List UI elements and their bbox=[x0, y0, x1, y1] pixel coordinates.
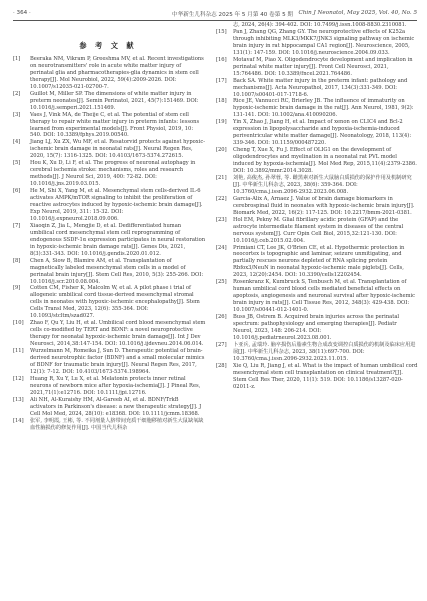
reference-item bbox=[13, 348, 206, 376]
reference-number: [27] bbox=[216, 341, 227, 348]
references-right-column bbox=[216, 22, 418, 391]
reference-number: [23] bbox=[216, 216, 227, 223]
reference-number: [9] bbox=[13, 285, 21, 292]
reference-item bbox=[13, 320, 206, 348]
reference-number: [24] bbox=[216, 244, 227, 251]
page-number: · 364 · bbox=[13, 10, 31, 16]
reference-number: [10] bbox=[13, 320, 24, 327]
reference-item bbox=[216, 196, 418, 217]
reference-item bbox=[216, 147, 418, 175]
reference-number: [14] bbox=[13, 417, 24, 424]
reference-text: Vaes J, Vink MA, de Theije C, et al. The potential of stem cell therapy to repair white matter injury in preterm infants: lessons learned from experimental models[J]. Front Physiol, 2019, 10: 540. DOI: 10.3389/fphys.2019.00540. bbox=[30, 111, 200, 139]
reference-item bbox=[216, 57, 418, 78]
reference-number: [26] bbox=[216, 314, 227, 321]
reference-text: Rice JE, Vannucci RC, Brierley JB. The influence of immaturity on hypoxic-ischemic brain damage in the rat[J]. Ann Neurol, 1981, 9(2): 131-141. DOI: 10.1002/ana.410090206. bbox=[233, 98, 414, 119]
reference-item bbox=[13, 258, 206, 286]
reference-number: [25] bbox=[216, 279, 227, 286]
reference-text: Garcia-Alix A, Arnaez J. Value of brain damage biomarkers in cerebrospinal fluid in neonates with hypoxic-ischemic brain injury[J]. Biomark Med, 2022, 16(2): 117-125. DOI: 10.2217/bmm-2021-0381. bbox=[233, 195, 415, 216]
reference-text: 刘艳, 高俊杰, 孙翠蓉, 等. 雌黑素对新生大鼠脑白质损伤的保护作用及机制研究[J]. 中华新生儿科杂志, 2023, 38(6): 359-364. DOI: 10.3760/cma.j.issn.2096-2932.2023.06.008. bbox=[233, 174, 412, 195]
reference-text: Cotten CM, Fisher K, Malcolm W, et al. A pilot phase i trial of allogeneic umbilical cord tissue-derived mesenchymal stromal cells in neonates with hypoxic-ischemic encephalopathy[J]. Stem Cells Transl Med, 2023, 12(6): 355-364. DOI: 10.1093/stcltm/szad027. bbox=[30, 285, 200, 320]
reference-item bbox=[216, 245, 418, 280]
reference-text: Ali NH, Al-Kuraishy HM, Al-Gareeb AI, et al. BDNF/TrkB activators in Parkinson's disease: a new therapeutic strategy[J]. J Cell Mol Med, 2024, 28(10): e18368. DOI: 10.1111/jcmm.18368. bbox=[30, 396, 202, 417]
page-header bbox=[0, 0, 427, 22]
reference-text: 卜亚兵, 孟瑞玲. 脑卒损伤后脂素生物合成改变调控白质损伤的机制及临床应用进展[J]. 中华新生儿科杂志, 2023, 38(11):697-700. DOI: 10.3760/cma.j.issn.2096-2932.2023.11.015. bbox=[233, 341, 416, 362]
reference-item bbox=[216, 175, 418, 196]
reference-text: Hou K, Xu D, Li F, et al. The progress of neuronal autophagy in cerebral ischemia stroke: mechanisms, roles and research methods[J]. J Neurol Sci, 2019, 400: 72-82. DOI: 10.1016/j.jns.2019.03.015. bbox=[30, 160, 196, 188]
reference-item bbox=[216, 217, 418, 245]
reference-text: Jiang LJ, Xu ZX, Wu MF, et al. Resatorvid protects against hypoxic-ischemic brain damage in neonatal rats[J]. Neural Regen Res, 2020, 15(7): 1316-1325. DOI: 10.4103/1673-5374.272615. bbox=[30, 139, 205, 160]
reference-text: Huang R, Xu Y, Lu X, et al. Melatonin protects inner retinal neurons of newborn mice after hypoxia-ischemia[J]. J Pineal Res, 2021,71(1):e12716. DOI: 10.1111/jpi.12716. bbox=[30, 375, 201, 396]
reference-number: [6] bbox=[13, 188, 21, 195]
reference-item bbox=[13, 376, 206, 397]
reference-number: [19] bbox=[216, 119, 227, 126]
reference-number: [21] bbox=[216, 174, 227, 181]
reference-number: [7] bbox=[13, 222, 21, 229]
reference-number: [5] bbox=[13, 160, 21, 167]
reference-number: [22] bbox=[216, 195, 227, 202]
reference-text: Cheng T, Xue X, Fu J. Effect of OLIG1 on the development of oligodendrocytes and myelination in a neonatal rat PVL model induced by hypoxia-ischemia[J]. Mol Med Rep, 2015,11(4):2379-2386. DOI: 10.3892/mmr.2014.3028. bbox=[233, 147, 417, 175]
reference-number: [8] bbox=[13, 257, 21, 264]
reference-number: [12] bbox=[13, 375, 24, 382]
reference-number: [13] bbox=[13, 396, 24, 403]
reference-number: [2] bbox=[13, 90, 21, 97]
reference-item bbox=[13, 397, 206, 418]
reference-item bbox=[13, 418, 206, 432]
reference-item bbox=[13, 139, 206, 160]
journal-title-en: Chin J Neonatol, May 2025, Vol. 40, No. 5 bbox=[298, 10, 417, 16]
reference-number: [4] bbox=[13, 139, 21, 146]
reference-number: [17] bbox=[216, 77, 227, 84]
journal-title-cn: 中华新生儿科杂志 2025 年 5 月第 40 卷第 5 期 bbox=[172, 12, 294, 18]
reference-item bbox=[13, 91, 206, 112]
reference-number: [3] bbox=[13, 111, 21, 118]
reference-number: [15] bbox=[216, 28, 227, 35]
reference-text: Pan J, Zhang QG, Zhang GY. The neuroprotective effects of K252a through inhibiting MLK3/MKK7/JNK3 signaling pathway on ischemic brain injury in rat hippocampal CA1 region[J]. Neuroscience, 2005, 131(1): 147-159. DOI: 10.1016/j.neuroscience.2004.09.033. bbox=[233, 28, 415, 56]
reference-number: [18] bbox=[216, 98, 227, 105]
reference-text: He M, Shi X, Yang M, et al. Mesenchymal stem cells-derived IL-6 activates AMPK/mTOR signaling to inhibit the proliferation of reactive astrocytes induced by hypoxic-ischemic brain damage[J]. Exp Neurol, 2019, 311: 15-32. DOI: 10.1016/j.expneurol.2018.09.006. bbox=[30, 188, 203, 222]
reference-item bbox=[216, 279, 418, 314]
reference-item bbox=[216, 314, 418, 342]
reference-item bbox=[216, 78, 418, 99]
reference-item bbox=[216, 119, 418, 147]
reference-item bbox=[13, 56, 206, 91]
reference-continuation: 志, 2024, 26(4): 394-402. DOI: 10.7499/j.issn.1008-8830.2310081. bbox=[233, 22, 407, 28]
reference-item bbox=[13, 223, 206, 258]
references-left-column bbox=[13, 56, 206, 431]
reference-text: Beeraka NM, Vikram P, Greeshma MV, et al. Recent investigations on neurotransmitters' role in acute white matter injury of perinatal glia and pharmacotherapies-glia dynamics in stem cell therapy[J]. Mol Neurobiol, 2022, 59(4):2009-2026. DOI: 10.1007/s12035-021-02700-7. bbox=[30, 56, 204, 90]
reference-item bbox=[216, 29, 418, 57]
reference-text: Zhao F, Qu Y, Liu H, et al. Umbilical cord blood mesenchymal stem cells co-modified by TERT and BDNF: a novel neuroprotective therapy for neonatal hypoxic-ischemic brain damage[J]. Int J Dev Neurosci, 2014,38:147-154. DOI: 10.1016/j.ijdevneu.2014.06.014. bbox=[30, 320, 206, 348]
header-rule bbox=[13, 20, 417, 21]
reference-text: Rosenkranz K, Kumbruck S, Tenbusch M, et al. Transplantation of human umbilical cord blood cells mediated beneficial effects on apoptosis, angiogenesis and neuronal survival after hypoxic-ischemic brain injury in rats[J]. Cell Tissue Res, 2012, 348(3): 429-438. DOI: 10.1007/s00441-012-1401-0. bbox=[233, 279, 416, 314]
reference-text: Primiani CT, Lee JK, O'Brien CE, et al. Hypothermic protection in neocortex is topographic and laminar, seizure unmitigating, and partially rescues neurons depleted of RNA splicing protein Rbfox3/NeuN in neonatal hypoxic-ischemic male piglets[J]. Cells, 2023, 12(20):2454. DOI: 10.3390/cells12202454. bbox=[233, 244, 405, 279]
reference-item bbox=[13, 112, 206, 140]
reference-number: [1] bbox=[13, 56, 21, 62]
reference-text: Yin X, Zhao J, Jiang H, et al. Impact of xenon on CLIC4 and Bcl-2 expression in lipopolysaccharide and hypoxia-ischemia-induced periventricular white matter damage[J]. Neonatology, 2018, 113(4): 339-346. DOI: 10.1159/000487220. bbox=[233, 119, 412, 147]
reference-number: [16] bbox=[216, 56, 227, 63]
reference-text: Wurzelmann M, Romeika J, Sun D. Therapeutic potential of brain-derived neurotrophic factor (BDNF) and a small molecular mimics of BDNF for traumatic brain injury[J]. Neural Regen Res, 2017, 12(1): 7-12. DOI: 10.4103/1673-5374.198964. bbox=[30, 348, 205, 375]
reference-text: Hol EM, Pekny M. Glial fibrillary acidic protein (GFAP) and the astrocyte intermediate filament system in diseases of the central nervous system[J]. Curr Opin Cell Biol, 2015,32:121-130. DOI: 10.1016/j.ceb.2015.02.004. bbox=[233, 216, 404, 244]
reference-number: [11] bbox=[13, 348, 24, 355]
reference-text: Back SA. White matter injury in the preterm infant: pathology and mechanisms[J]. Acta Neuropathol, 2017, 134(3):331-349. DOI: 10.1007/s00401-017-1718-6. bbox=[233, 77, 408, 98]
reference-text: Xiaoqin Z, Jia L, Mengjie D, et al. Dedifferentiated human umbilical cord mesenchymal stem cell reprogramming of endogenous SSDF-1α expression participates in neural restoration in hypoxic-ischemic brain damage rats[J]. Genes Dis, 2021, 8(3):331-343. DOI: 10.1016/j.gendis.2020.01.012. bbox=[30, 222, 206, 257]
reference-item bbox=[13, 285, 206, 320]
reference-item bbox=[216, 363, 418, 391]
reference-text: 张军, 李明霞, 王彬, 等. 不同剂量人脐带间充质干细胞移植对新生大鼠缺氧缺血性脑损伤的修复作用[J]. 中国当代儿科杂 bbox=[30, 417, 204, 431]
reference-text: Motavaf M, Piao X. Oligodendrocyte development and implication in perinatal white matter injury[J]. Front Cell Neurosci, 2021, 15:764486. DOI: 10.3389/fncel.2021.764486. bbox=[233, 56, 413, 77]
reference-item bbox=[13, 160, 206, 188]
reference-item bbox=[216, 342, 418, 363]
reference-number: [28] bbox=[216, 362, 227, 369]
reference-item bbox=[216, 98, 418, 119]
reference-number: [20] bbox=[216, 147, 227, 154]
section-title: 参 考 文 献 bbox=[79, 41, 137, 50]
reference-text: Guillot M, Miller SP. The dimensions of white matter injury in preterm neonates[J]. Semin Perinatol, 2021, 45(7):151469. DOI: 10.1016/j.semperi.2021.151469. bbox=[30, 90, 199, 111]
reference-text: Xie Q, Liu R, Jiang J, et al. What is the impact of human umbilical cord mesenchymal stem cell transplantation on clinical treatment?[J]. Stem Cell Res Ther, 2020, 11(1): 519. DOI: 10.1186/s13287-020-02011-z. bbox=[233, 362, 418, 390]
reference-text: Chen A, Siow B, Blamire AM, et al. Transplantation of magnetically labeled mesenchymal stem cells in a model of perinatal brain injury[J]. Stem Cell Res, 2010, 5(3): 255-266. DOI: 10.1016/j.scr.2010.08.004. bbox=[30, 257, 204, 285]
reference-text: Buss JB, Ostrem B. Acquired brain injuries across the perinatal spectrum: pathophysiology and emerging therapies[J]. Pediatr Neurol, 2023, 148: 206-214. DOI: 10.1016/j.pediatrneurol.2023.08.001. bbox=[233, 314, 400, 341]
reference-item bbox=[13, 188, 206, 223]
